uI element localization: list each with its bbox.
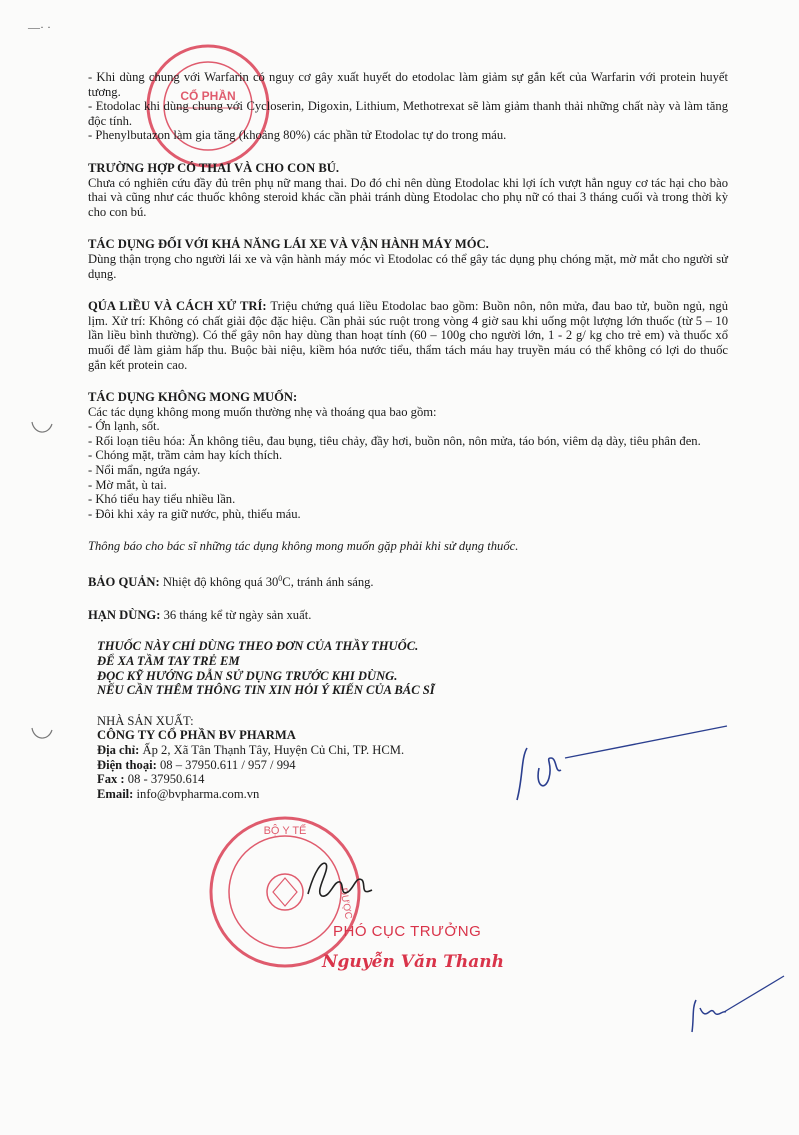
initials-signature-top <box>505 718 735 813</box>
driving-section <box>88 237 728 281</box>
expiry-line <box>88 608 728 623</box>
ministry-seal-side-text: DƯỢC <box>337 887 354 921</box>
driving-heading: TÁC DỤNG ĐỐI VỚI KHẢ NĂNG LÁI XE VÀ VẬN HÀNH MÁY MÓC. <box>88 237 489 252</box>
side-effects-note: Thông báo cho bác sĩ những tác dụng không mong muốn gặp phải khi sử dụng thuốc. <box>88 539 519 554</box>
expiry-section <box>88 608 728 623</box>
warning-line: NẾU CẦN THÊM THÔNG TIN XIN HỎI Ý KIẾN CỦA BÁC SĨ <box>97 683 435 698</box>
overdose-paragraph <box>88 299 728 372</box>
scan-mark: —· · <box>28 20 51 34</box>
fax-label: Fax : <box>97 772 125 787</box>
expiry-label: HẠN DÙNG: <box>88 607 161 622</box>
interactions-section <box>88 70 728 143</box>
stamp-signer-name: Nguyễn Văn Thanh <box>322 952 504 972</box>
side-effect-item: - Đôi khi xảy ra giữ nước, phù, thiếu máu. <box>88 506 301 521</box>
side-effect-item: - Rối loạn tiêu hóa: Ăn không tiêu, đau bụng, tiêu chảy, đầy hơi, buồn nôn, nôn mửa, táo bón, viêm dạ dày, tiêu phân đen. <box>88 433 701 448</box>
address-value: Ấp 2, Xã Tân Thạnh Tây, Huyện Củ Chi, TP. HCM. <box>139 742 405 757</box>
driving-text: Dùng thận trọng cho người lái xe và vận hành máy móc vì Etodolac có thể gây tác dụng phụ chóng mặt, mờ mắt cho người sử dụng. <box>88 251 728 281</box>
phone-value: 08 – 37950.611 / 957 / 994 <box>156 757 296 772</box>
pregnancy-heading: TRƯỜNG HỢP CÓ THAI VÀ CHO CON BÚ. <box>88 160 339 175</box>
side-effect-item: - Mờ mắt, ù tai. <box>88 477 167 492</box>
interaction-line: - Phenylbutazon làm gia tăng (khoảng 80%) các phần tử Etodolac tự do trong máu. <box>88 128 507 143</box>
interaction-line: - Etodolac khi dùng chung với Cycloserin, Digoxin, Lithium, Methotrexat sẽ làm giảm thanh thải những chất này và làm tăng độc tính. <box>88 99 728 128</box>
interaction-line: - Khi dùng chung với Warfarin có nguy cơ gây xuất huyết do etodolac làm giảm sự gắn kết của Warfarin với protein huyết tương. <box>88 70 728 99</box>
storage-label: BẢO QUẢN: <box>88 575 160 590</box>
overdose-heading: QÚA LIỀU VÀ CÁCH XỬ TRÍ: <box>88 299 267 314</box>
side-effect-item: - Nổi mẩn, ngứa ngáy. <box>88 463 201 478</box>
manufacturer-heading: NHÀ SẢN XUẤT: <box>97 713 194 728</box>
fax-value: 08 - 37950.614 <box>124 772 205 787</box>
storage-line <box>88 572 728 590</box>
leaflet-body <box>88 70 728 801</box>
address-label: Địa chỉ: <box>97 742 140 757</box>
overdose-section <box>88 299 728 372</box>
official-signature <box>300 852 380 912</box>
email-value: info@bvpharma.com.vn <box>133 786 260 801</box>
punch-hole-mark <box>30 724 54 746</box>
pregnancy-text: Chưa có nghiên cứu đầy đủ trên phụ nữ mang thai. Do đó chỉ nên dùng Etodolac khi lợi ích vượt hẳn nguy cơ tác hại cho bào thai và cũng như các thuốc không steroid khác cần phải tránh dùng Etodolac cho phụ nữ có thai 3 tháng cuối và trong thời kỳ cho con bú. <box>88 175 728 219</box>
phone-label: Điện thoại: <box>97 757 157 772</box>
manufacturer-company: CÔNG TY CỔ PHẦN BV PHARMA <box>97 728 296 743</box>
side-effect-item: - Khó tiểu hay tiểu nhiều lần. <box>88 492 236 507</box>
storage-text: Nhiệt độ không quá 30 <box>159 575 279 590</box>
storage-section <box>88 572 728 590</box>
email-label: Email: <box>97 786 134 801</box>
company-seal-text: CỔ PHẦN <box>180 89 236 103</box>
side-effects-heading: TÁC DỤNG KHÔNG MONG MUỐN: <box>88 390 298 405</box>
punch-hole-mark <box>30 418 54 440</box>
expiry-text: 36 tháng kể từ ngày sản xuất. <box>160 607 312 622</box>
warnings-section <box>88 639 728 697</box>
side-effect-item: - Chóng mặt, trầm cảm hay kích thích. <box>88 448 283 463</box>
initials-signature-bottom <box>680 972 790 1042</box>
side-effects-section <box>88 390 728 554</box>
side-effects-intro: Các tác dụng không mong muốn thường nhẹ và thoáng qua bao gồm: <box>88 404 437 419</box>
storage-degree: 0 <box>278 574 283 584</box>
ministry-seal-text: BỘ Y TẾ <box>263 825 307 837</box>
warning-line: ĐỂ XA TẦM TAY TRẺ EM <box>97 654 240 668</box>
overdose-text: Triệu chứng quá liều Etodolac bao gồm: Buồn nôn, nôn mửa, đau bao tử, buồn ngủ, ngủ lịm. Xử trí: Không có chất giải độc đặc hiệu. Cần phải súc ruột trong vòng 4 giờ sau khi uống một lượng lớn thuốc (từ 5 – 10 lần liều bình thường). Có thể gây nôn hay dùng than hoạt tính (60 – 100g cho người lớn, 1 - 2 g/ kg cho trẻ em) và thuốc xổ muối để làm giảm hấp thu. Buộc bài niệu, kiềm hóa nước tiểu, thẩm tách máu hay truyền máu có thể không có lợi do thuốc gắn kết protein cao. <box>88 299 729 372</box>
pregnancy-section <box>88 161 728 219</box>
side-effect-item: - Ớn lạnh, sốt. <box>88 419 160 434</box>
stamp-title: PHÓ CỤC TRƯỞNG <box>333 923 482 940</box>
warning-line: THUỐC NÀY CHỈ DÙNG THEO ĐƠN CỦA THẦY THUỐC. <box>97 639 419 654</box>
warning-line: ĐỌC KỸ HƯỚNG DẪN SỬ DỤNG TRƯỚC KHI DÙNG. <box>97 668 398 683</box>
storage-text-after: C, tránh ánh sáng. <box>282 575 374 590</box>
